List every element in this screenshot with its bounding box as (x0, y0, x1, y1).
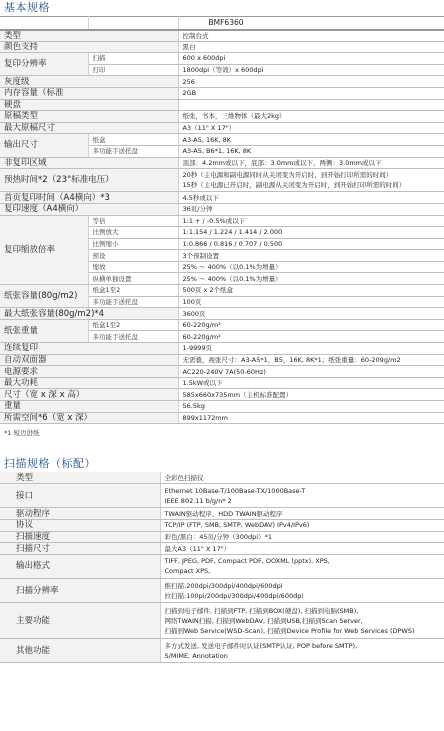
spec-subcategory: 纸盒1至2 (88, 319, 178, 331)
scan-value (160, 543, 444, 555)
spec-subcategory: 纸盒1至2 (88, 285, 178, 297)
scan-value-line: 最大A3（11" X 17"） (164, 544, 231, 553)
spec-category: 输出尺寸 (0, 134, 88, 157)
scan-category: 输出格式 (0, 554, 160, 578)
scan-category: 扫描分辨率 (0, 579, 160, 603)
spec-category: 原稿类型 (0, 111, 178, 123)
spec-row (0, 377, 444, 389)
spec-value: 2GB (178, 87, 444, 99)
spec-value: 585x660x735mm（主机标准配置） (178, 389, 444, 401)
spec-category: 所需空间*6（宽 x 深） (0, 412, 178, 424)
spec-category: 重量 (0, 401, 178, 413)
spec-category: 电源要求 (0, 366, 178, 378)
spec-value: AC220-240V 7A(50-60Hz) (178, 366, 444, 378)
spec-value: 1:0.866 / 0.816 / 0.707 / 0.500 (178, 238, 444, 250)
scan-value-line: Ethernet 10Base-T/100Base-TX/1000Base-T (164, 486, 306, 495)
scan-category: 驱动程序 (0, 508, 160, 520)
scan-value (160, 639, 444, 663)
scan-category: 其他功能 (0, 639, 160, 663)
scan-row (0, 472, 444, 484)
scan-value (160, 531, 444, 543)
spec-row (0, 53, 444, 65)
scan-value (160, 554, 444, 578)
spec-row (0, 412, 444, 424)
spec-category: 连续复印 (0, 343, 178, 355)
spec-row (0, 192, 444, 204)
scan-value (160, 603, 444, 639)
scan-category: 接口 (0, 484, 160, 508)
spec-subcategory: 纵横单独设置 (88, 273, 178, 285)
scan-value-line: IEEE 802.11 b/g/n* 2 (164, 496, 232, 505)
spec-value: 1-9999页 (178, 343, 444, 355)
scan-row (0, 543, 444, 555)
spec-value: 36页/分钟 (178, 203, 444, 215)
spec-value: 1:1.154 / 1.224 / 1.414 / 2.000 (178, 227, 444, 239)
basic-spec-table (0, 16, 444, 424)
spec-category: 纸张重量 (0, 319, 88, 342)
spec-category: 纸张容量(80g/m2) (0, 285, 88, 308)
spec-value: 3600页 (178, 308, 444, 320)
scan-category: 扫描尺寸 (0, 543, 160, 555)
spec-value: A3-A5, 16K, 8K (178, 134, 444, 146)
scan-value-line: 彩色/黑白：45页/分钟（300dpi）*1 (164, 532, 273, 541)
spec-category: 复印速度（A4横向） (0, 203, 178, 215)
spec-value: 1:1 + / -0.5%或以下 (178, 215, 444, 227)
scan-value (160, 484, 444, 508)
spec-value: 899x1172mm (178, 412, 444, 424)
spec-category: 复印分辨率 (0, 53, 88, 76)
scan-value (160, 508, 444, 520)
spec-category: 最大功耗 (0, 377, 178, 389)
scan-value-line: 扫描到电子邮件, 扫描到FTP, 扫描到BOX(硬盘), 扫描到电脑(SMB), (164, 606, 359, 615)
spec-category: 内存容量（标准 (0, 87, 178, 99)
spec-row (0, 389, 444, 401)
spec-value: 3个预制设置 (178, 250, 444, 262)
spec-row (0, 285, 444, 297)
spec-subcategory: 比例缩小 (88, 238, 178, 250)
spec-row (0, 122, 444, 134)
scan-value-line: 网络TWAIN扫描, 扫描到WebDAV, 扫描到USB,扫描到Scan Server, (164, 616, 363, 625)
spec-value: 60-220g/m² (178, 319, 444, 331)
spec-row (0, 215, 444, 227)
scan-row (0, 579, 444, 603)
spec-subcategory: 纸盒 (88, 134, 178, 146)
spec-category: 最大原稿尺寸 (0, 122, 178, 134)
spec-row (0, 366, 444, 378)
footnote: *1 短边进纸 (4, 429, 40, 438)
scan-category: 协议 (0, 520, 160, 532)
spec-subcategory: 打印 (88, 64, 178, 76)
spec-subcategory: 缩放 (88, 261, 178, 273)
spec-value: A3-A5, B6*1, 16K, 8K (178, 145, 444, 157)
scan-row (0, 508, 444, 520)
scan-category: 主要功能 (0, 603, 160, 639)
spec-row (0, 354, 444, 366)
spec-subcategory: 等倍 (88, 215, 178, 227)
model-header-row (0, 17, 444, 30)
spec-value-line: 15秒（主电源已开启时，副电源从关闭变为开启时，到开始打印所需的时间） (182, 181, 406, 190)
spec-subcategory: 多功能手送托盘 (88, 331, 178, 343)
spec-row (0, 99, 444, 111)
basic-spec-title: 基本规格 (4, 1, 50, 14)
spec-value: 25% ～ 400%（以0.1%为增量） (178, 273, 444, 285)
spec-category: 灰度级 (0, 76, 178, 88)
spec-category: 最大纸张容量(80g/m2)*4 (0, 308, 178, 320)
spec-category: 预热时间*2（23°标准电压） (0, 169, 178, 192)
spec-category: 尺寸（宽 x 深 x 高） (0, 389, 178, 401)
spec-row (0, 30, 444, 42)
scan-row (0, 603, 444, 639)
spec-value: 56.5kg (178, 401, 444, 413)
scan-value-line: 推扫描:200dpi/300dpi/400dpi/600dpi (164, 581, 283, 590)
spec-category: 自动双面器 (0, 354, 178, 366)
spec-value: 顶部：4.2mm或以下，底部：3.0mm或以下，两侧：3.0mm或以下 (178, 157, 444, 169)
spec-row (0, 76, 444, 88)
scan-value (160, 472, 444, 484)
spec-subcategory: 多功能手送托盘 (88, 145, 178, 157)
scan-value-line: TCP/IP (FTP, SMB, SMTP, WebDAV) IPv4/IPv6) (164, 521, 310, 530)
scan-row (0, 554, 444, 578)
spec-row (0, 401, 444, 413)
spec-row (0, 169, 444, 192)
spec-category: 类型 (0, 30, 178, 42)
spec-row (0, 87, 444, 99)
spec-value (178, 99, 444, 111)
spec-value: 600 x 600dpi (178, 53, 444, 65)
scan-row (0, 484, 444, 508)
spec-value: 1800dpi（等效）x 600dpi (178, 64, 444, 76)
spec-value: 25% ～ 400%（以0.1%为增量） (178, 261, 444, 273)
scan-value-line: 扫描到Web Service(WSD-Scan), 扫描到Device Profile for Web Services (DPWS) (164, 626, 415, 635)
spec-value: 100页 (178, 296, 444, 308)
scan-category: 类型 (0, 472, 160, 484)
scan-value (160, 579, 444, 603)
spec-value: 60-220g/m² (178, 331, 444, 343)
spec-row (0, 41, 444, 53)
scan-row (0, 520, 444, 532)
spec-row (0, 343, 444, 355)
spec-subcategory: 预设 (88, 250, 178, 262)
scan-value-line: S/MIME, Annotation (164, 651, 228, 660)
model-name: BMF6360 (178, 17, 444, 30)
spec-row (0, 203, 444, 215)
spec-category: 非复印区域 (0, 157, 178, 169)
scan-value-line: TIFF, JPEG, PDF, Compact PDF, OOXML (pptx), XPS, (164, 557, 330, 566)
spec-category: 硬盘 (0, 99, 178, 111)
spec-value-line: 20秒（主电源和副电源同时从关闭变为开启时，到开始打印所需的时间） (182, 171, 393, 180)
scan-row (0, 639, 444, 663)
spec-row (0, 308, 444, 320)
spec-subcategory: 比例放大 (88, 227, 178, 239)
scan-value-line: 多方式发送, 发送电子邮件时认证(SMTP认证, POP before SMTP), (164, 641, 358, 650)
spec-value: 黑白 (178, 41, 444, 53)
spec-value: 无需叠，视张尺寸：A3-A5*1，B5，16K, 8K*1；纸张重量：60-209g/m2 (178, 354, 444, 366)
spec-value: 纸张，书本，三维物体（最大2kg） (178, 111, 444, 123)
spec-category: 颜色支持 (0, 41, 178, 53)
spec-value: A3（11" X 17"） (178, 122, 444, 134)
spec-value: 4.5秒或以下 (178, 192, 444, 204)
spec-row (0, 111, 444, 123)
spec-category: 首页复印时间（A4横向）*3 (0, 192, 178, 204)
scan-spec-table (0, 472, 444, 663)
scan-category: 扫描速度 (0, 531, 160, 543)
spec-row (0, 319, 444, 331)
scan-value-line: TWAIN驱动程序、HDD TWAIN驱动程序 (164, 509, 283, 518)
spec-value: 500页 x 2个纸盒 (178, 285, 444, 297)
scan-value-line: 全彩色扫描仪 (164, 473, 204, 482)
spec-row (0, 157, 444, 169)
scan-value (160, 520, 444, 532)
spec-category: 复印缩放倍率 (0, 215, 88, 285)
scan-spec-title: 扫描规格（标配） (4, 457, 96, 471)
spec-row (0, 134, 444, 146)
scan-value-line: 拉扫描:100pi/200dpi/300dpi/400dpi/600dpi (164, 591, 304, 600)
spec-value: 1.5kW或以下 (178, 377, 444, 389)
spec-value: 256 (178, 76, 444, 88)
spec-subcategory: 扫描 (88, 53, 178, 65)
scan-row (0, 531, 444, 543)
spec-subcategory: 多功能手送托盘 (88, 296, 178, 308)
scan-value-line: Compact XPS, (164, 567, 211, 576)
spec-value: 控制台式 (178, 30, 444, 42)
spec-value (178, 169, 444, 192)
